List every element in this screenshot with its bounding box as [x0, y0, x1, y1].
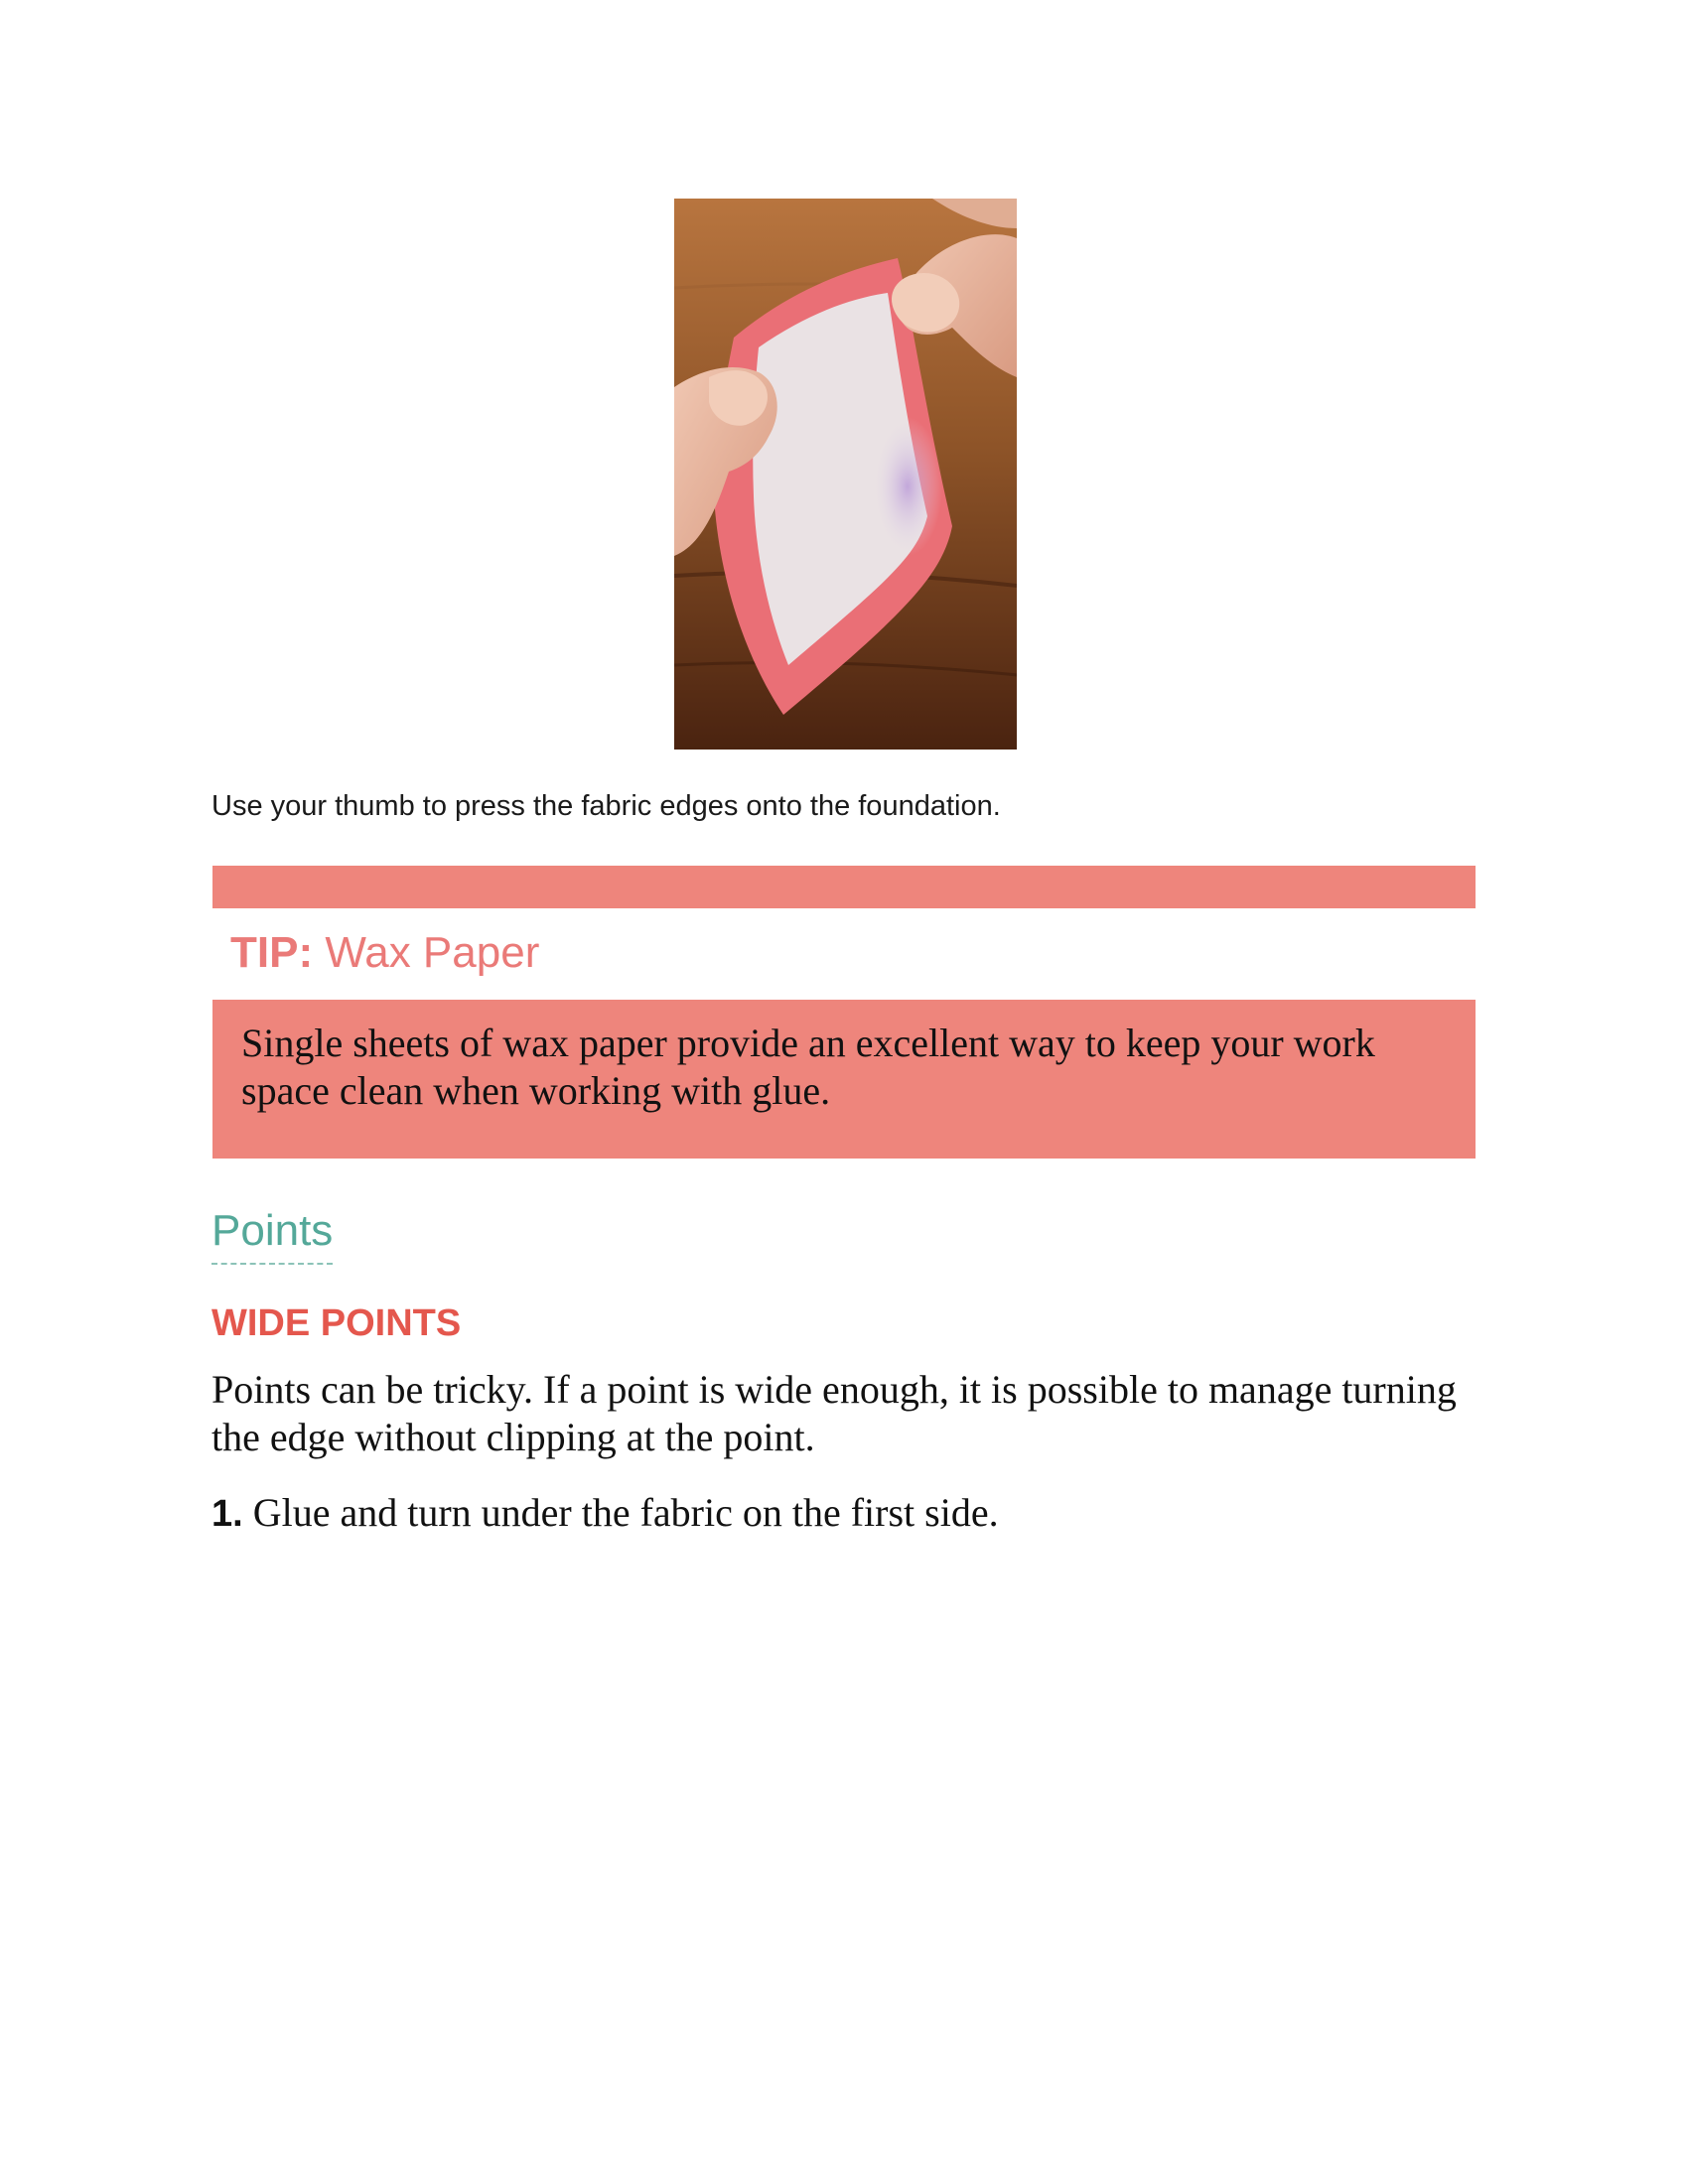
step-text: Glue and turn under the fabric on the first side.: [252, 1490, 999, 1535]
instruction-photo: [674, 199, 1017, 750]
subsection-title: WIDE POINTS: [211, 1302, 462, 1344]
step-item: [211, 1489, 999, 1538]
tip-title: [230, 927, 539, 979]
step-number: 1.: [211, 1493, 243, 1535]
photo-caption: Use your thumb to press the fabric edges onto the foundation.: [211, 790, 1001, 822]
body-paragraph: Points can be tricky. If a point is wide enough, it is possible to manage turning the edge without clipping at the point.: [211, 1367, 1457, 1459]
tip-label: TIP:: [230, 928, 314, 977]
section-title: Points: [211, 1205, 333, 1265]
tip-text: Single sheets of wax paper provide an excellent way to keep your work space clean when working with glue.: [241, 1021, 1375, 1113]
tip-box: [212, 1000, 1476, 1159]
tip-heading: Wax Paper: [325, 928, 540, 977]
tip-header-bar: [212, 866, 1476, 908]
